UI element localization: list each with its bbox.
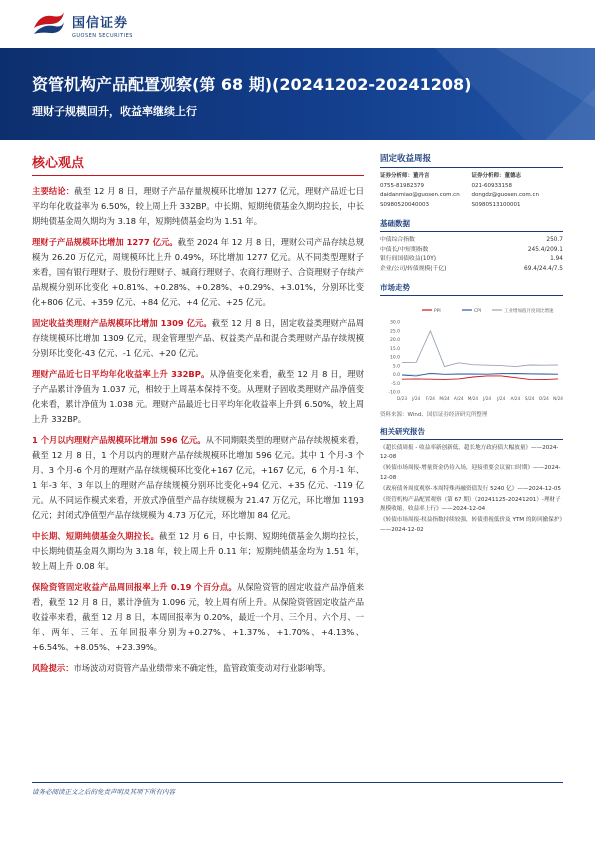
paragraph-body: 截至 12 月 8 日，固定收益类理财产品周存续规模环比增加 1309 亿元，现金管理型产品、权益类产品和混合类理财产品存续规模分别环比变化-43 亿元、-1 亿元、+20 亿元。	[32, 318, 364, 358]
core-paragraph	[32, 661, 364, 676]
paragraph-body: 截至 12 月 8 日，理财子产品存量规模环比增加 1277 亿元，理财产品近七日平均年化收益率为 6.50%，较上周上升 332BP。中长期、短期纯债基金久期均拉长，中长期纯债基金周久期均为 3.18 年，短期纯债基金均为 1.51 年。	[32, 186, 364, 226]
related-report-link[interactable]: 《政府债务周度观察-本周特殊再融资债发行 5240 亿》——2024-12-05	[380, 485, 561, 492]
y-tick-label: 10.0	[389, 355, 400, 361]
chart-source: 资料来源：Wind、国信证券经济研究所整理	[380, 412, 488, 418]
core-paragraph	[32, 367, 364, 427]
analyst-email[interactable]: dongdz@guosen.com.cn	[471, 192, 540, 198]
series-line	[402, 331, 558, 367]
paragraph-body: 市场波动对资管产品业绩带来不确定性，监管政策变动对行业影响等。	[73, 663, 331, 673]
related-report-link[interactable]: 《转债市场周报-权益指数持续较强，转债重视低价及 YTM 的防回撤保护》——2024-12-02	[380, 517, 563, 533]
paragraph-heading: 中长期、短期纯债基金久期拉长。	[32, 531, 160, 541]
core-view-title: 核心观点	[32, 152, 364, 176]
x-tick-label: J/24	[412, 396, 421, 401]
table-row: 中债综合指数 250.7	[380, 237, 563, 243]
report-type: 固定收益周报	[380, 152, 563, 168]
x-tick-label: N/24	[553, 396, 563, 401]
paragraph-heading: 保险资管固定收益产品周回报率上升 0.19 个百分点。	[32, 582, 237, 592]
related-report-link[interactable]: 《超长债周报 - 收益率新创新低，超长地方政府债大幅放量》——2024-12-08	[380, 445, 559, 461]
x-tick-label: M/24	[467, 396, 479, 401]
market-trend-chart	[380, 304, 563, 404]
brand-logo	[32, 10, 133, 40]
related-report-link[interactable]: 《转债市场周报-增量资金仍待入场，迎接重要会议窗口时期》——2024-12-08	[380, 465, 561, 481]
y-tick-label: 15.0	[389, 346, 400, 352]
legend-label: 工业增加值月度同比增速	[504, 309, 554, 314]
legend-label: PPI	[434, 309, 441, 314]
core-view-section	[32, 152, 364, 682]
x-tick-label: A/24	[510, 396, 521, 401]
paragraph-body: 截至 12 月 6 日，中长期、短期纯债基金久期均拉长，中长期纯债基金周久期均为 3.18 年，较上周上升 0.11 年；短期纯债基金均为 1.51 年，较上周上升 0.08 年。	[32, 531, 364, 571]
analyst-email[interactable]: daidanmiao@guosen.com.cn	[380, 192, 460, 198]
x-tick-label: M/24	[439, 396, 450, 401]
y-tick-label: -10.0	[388, 390, 400, 396]
paragraph-heading: 理财产品近七日平均年化收益率上升 332BP。	[32, 369, 210, 379]
report-title: 资管机构产品配置观察(第 68 期)(20241202-20241208)	[32, 75, 472, 94]
core-paragraph	[32, 184, 364, 229]
brand-name-cn: 国信证券	[72, 15, 129, 31]
title-banner	[0, 48, 595, 140]
report-subtitle: 理财子规模回升，收益率继续上行	[32, 105, 197, 118]
core-paragraphs	[32, 184, 364, 676]
x-tick-label: F/24	[425, 396, 435, 401]
y-tick-label: 0.0	[392, 373, 400, 378]
core-paragraph	[32, 580, 364, 655]
table-row: 中债长/中短期指数 245.4/209.1	[380, 246, 563, 253]
analyst-cert: S0980520040003	[380, 201, 429, 208]
series-line	[402, 376, 558, 380]
paragraph-body: 截至 2024 年 12 月 8 日，理财公司产品存续总规模为 26.20 万亿元，周规模环比上升 0.49%，环比增加 1277 亿元。从不同类型理财子来看，国有银行理财子、股份行理财子、城商行理财子、农商行理财子、合资理财子存续产品规模分别环比变化 +0.81%、+0.28%、+0.28%、+0.29%、+3.01%，分别环比变化+806 亿元、+359 亿元、+84 亿元、+4 亿元、+25 亿元。	[32, 237, 364, 307]
paragraph-body: 从不同期限类型的理财产品存续规模来看，截至 12 月 8 日，1 个月以内的理财产品存续规模环比增加 596 亿元。其中 1 个月-3 个月、3 个月-6 个月的理财产品存续规模环比变化+167 亿元，+167 亿元，6 个月-1 年、1 年-3 年、3 年以上的理财产品存续规模分别环比变化+94 亿元、+35 亿元、-119 亿元。从不同运作模式来看，开放式净值型产品存续规模为 21.47 万亿元，环比增加 1193 亿元；封闭式净值型产品存续规模为 4.73 万亿元，环比增加 84 亿元。	[32, 435, 364, 520]
y-tick-label: 30.0	[389, 320, 400, 326]
core-paragraph	[32, 316, 364, 361]
y-tick-label: 25.0	[389, 329, 400, 335]
analyst-block	[380, 172, 563, 210]
related-research-title: 相关研究报告	[380, 426, 563, 440]
paragraph-heading: 固定收益类理财产品规模环比增加 1309 亿元。	[32, 318, 212, 328]
guosen-logo-icon	[32, 10, 66, 40]
core-paragraph	[32, 235, 364, 310]
x-tick-label: D/23	[397, 396, 407, 401]
sidebar	[380, 152, 563, 537]
x-tick-label: J/24	[483, 396, 492, 401]
table-row: 企业/公司/转债规模(千亿) 69.4/24.4/7.5	[380, 265, 563, 272]
paragraph-body: 从保险资管的固定收益产品净值来看，截至 12 月 8 日，累计净值为 1.096 元，较上周有所上升。从保险资管固定收益产品收益率来看，截至 12 月 8 日，本周回报率为 0.20%，最近一个月、三个月、六个月、一年、两年、三年、五年回报率分别为+0.27%、+1.37%、+1.70%、+4.13%、+6.54%、+8.05%、+23.39%。	[32, 582, 364, 652]
footer-disclaimer: 请务必阅读正文之后的免责声明及其项下所有内容	[32, 782, 563, 796]
analyst-name: 董德志	[504, 173, 522, 179]
core-paragraph	[32, 433, 364, 523]
analyst-name: 董丹言	[413, 173, 430, 179]
analyst-phone: 0755-81982379	[380, 182, 424, 189]
y-tick-label: -5.0	[391, 381, 400, 387]
market-trend-title: 市场走势	[380, 282, 563, 296]
core-paragraph	[32, 529, 364, 574]
paragraph-heading: 主要结论：	[32, 186, 75, 196]
related-research-list	[380, 444, 563, 535]
paragraph-heading: 理财子产品规模环比增加 1277 亿元。	[32, 237, 178, 247]
x-tick-label: J/24	[497, 396, 506, 401]
analyst-cert: S0980513100001	[471, 201, 521, 208]
x-tick-label: S/24	[524, 396, 535, 401]
analyst-phone: 021-60933158	[471, 182, 512, 189]
analyst-1: 证券分析师：董丹言 0755-81982379 daidanmiao@guosen.com.cn S0980520040003	[380, 172, 472, 210]
legend-label: CPI	[474, 309, 482, 314]
paragraph-heading: 风险提示：	[32, 663, 74, 673]
analyst-2: 证券分析师：董德志 021-60933158 dongdz@guosen.com.cn S0980513100001	[472, 172, 564, 210]
table-row: 银行间国债收益(10Y) 1.94	[380, 256, 563, 262]
paragraph-body: 从净值变化来看，截至 12 月 8 日，理财子产品累计净值为 1.037 元，相较于上周基本保持不变。从理财子固收类理财产品净值变化来看，累计净值为 1.038 元。理财产品最近七日平均年化收益率上升到 6.50%，较上周上升 332BP。	[32, 369, 364, 424]
basic-data-table	[380, 236, 563, 274]
y-tick-label: 20.0	[389, 338, 400, 343]
basic-data-title: 基础数据	[380, 218, 563, 232]
x-tick-label: A/24	[453, 396, 464, 401]
brand-name-en: GUOSEN SECURITIES	[72, 32, 133, 39]
related-report-link[interactable]: 《资管机构产品配置观察（第 67 期）（20241125-20241201）-理财子规模收缩，收益率上行》——2024-12-04	[380, 497, 561, 513]
y-tick-label: 5.0	[392, 364, 400, 370]
paragraph-heading: 1 个月以内理财产品规模环比增加 596 亿元。	[32, 435, 206, 445]
x-tick-label: O/24	[538, 396, 549, 401]
